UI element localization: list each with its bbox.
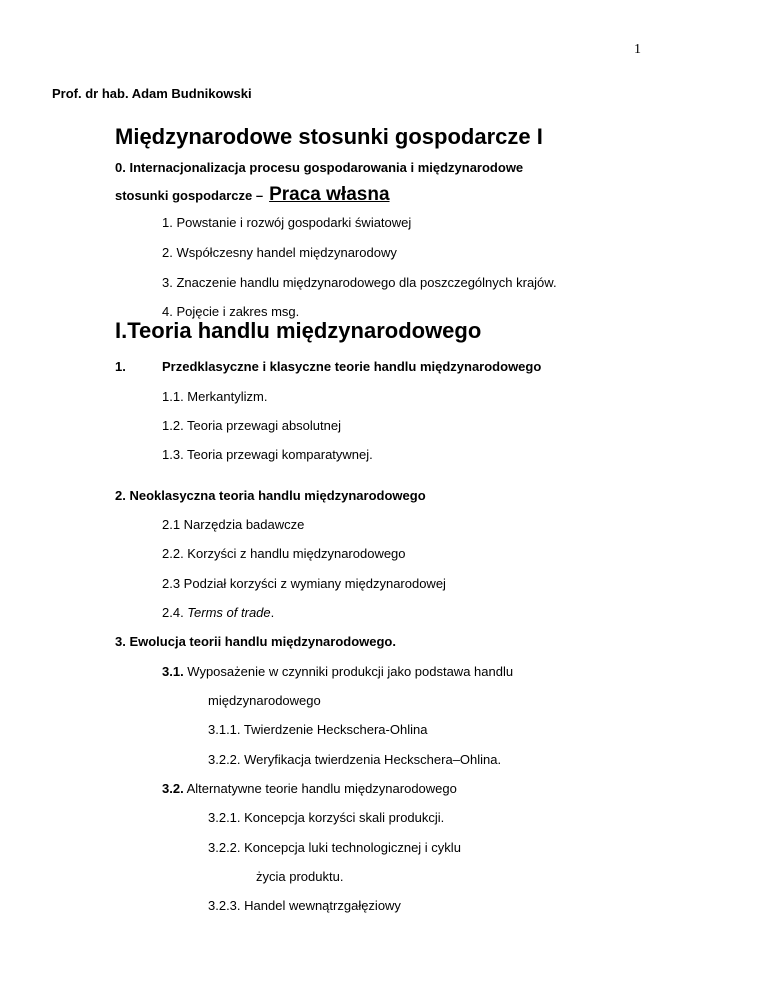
s31-heading xyxy=(162,664,513,679)
ch2-item: 2.2. Korzyści z handlu międzynarodowego xyxy=(162,546,406,561)
ch2-title: 2. Neoklasyczna teoria handlu międzynarodowego xyxy=(115,488,426,503)
s31-number: 3.1. xyxy=(162,664,184,679)
s32-number: 3.2. xyxy=(162,781,184,796)
ch2-item: 2.3 Podział korzyści z wymiany międzynarodowej xyxy=(162,576,446,591)
section0-item: 1. Powstanie i rozwój gospodarki światowej xyxy=(162,215,412,230)
s31-item: 3.1.1. Twierdzenie Heckschera-Ohlina xyxy=(208,722,428,737)
ch1-item: 1.2. Teoria przewagi absolutnej xyxy=(162,418,341,433)
section0-heading-line2 xyxy=(115,184,390,206)
section0-heading-line1: 0. Internacjonalizacja procesu gospodarowania i międzynarodowe xyxy=(115,160,524,175)
author: Prof. dr hab. Adam Budnikowski xyxy=(52,86,252,101)
terms-of-trade: Terms of trade xyxy=(187,605,271,620)
document-title: Międzynarodowe stosunki gospodarcze I xyxy=(115,124,543,149)
s31-text: Wyposażenie w czynniki produkcji jako podstawa handlu xyxy=(183,664,514,679)
s32-text: Alternatywne teorie handlu międzynarodowego xyxy=(183,781,457,796)
ch1-item: 1.1. Merkantylizm. xyxy=(162,389,268,404)
praca-wlasna-highlight: Praca własna xyxy=(269,184,390,205)
ch2-item xyxy=(162,605,274,620)
ch2-item4-end: . xyxy=(270,605,275,620)
section0-item: 2. Współczesny handel międzynarodowy xyxy=(162,245,397,260)
s32-continuation: życia produktu. xyxy=(256,869,344,884)
ch1-title: Przedklasyczne i klasyczne teorie handlu międzynarodowego xyxy=(162,359,542,374)
section0-heading-text: stosunki gospodarcze – xyxy=(115,188,264,203)
s31-item: 3.2.2. Weryfikacja twierdzenia Heckschera–Ohlina. xyxy=(208,752,502,767)
section0-item: 4. Pojęcie i zakres msg. xyxy=(162,304,300,319)
s32-item: 3.2.1. Koncepcja korzyści skali produkcji. xyxy=(208,810,445,825)
s31-continuation: międzynarodowego xyxy=(208,693,321,708)
ch3-title: 3. Ewolucja teorii handlu międzynarodowego. xyxy=(115,634,396,649)
s32-item: 3.2.2. Koncepcja luki technologicznej i cyklu xyxy=(208,840,461,855)
section0-item: 3. Znaczenie handlu międzynarodowego dla poszczególnych krajów. xyxy=(162,275,557,290)
s32-item: 3.2.3. Handel wewnątrzgałęziowy xyxy=(208,898,401,913)
page-number: 1 xyxy=(634,42,641,57)
part1-title: I.Teoria handlu międzynarodowego xyxy=(115,318,482,343)
ch2-item: 2.1 Narzędzia badawcze xyxy=(162,517,305,532)
ch1-item: 1.3. Teoria przewagi komparatywnej. xyxy=(162,447,373,462)
ch2-item4-number: 2.4. xyxy=(162,605,188,620)
ch1-number: 1. xyxy=(115,359,126,374)
s32-heading xyxy=(162,781,457,796)
